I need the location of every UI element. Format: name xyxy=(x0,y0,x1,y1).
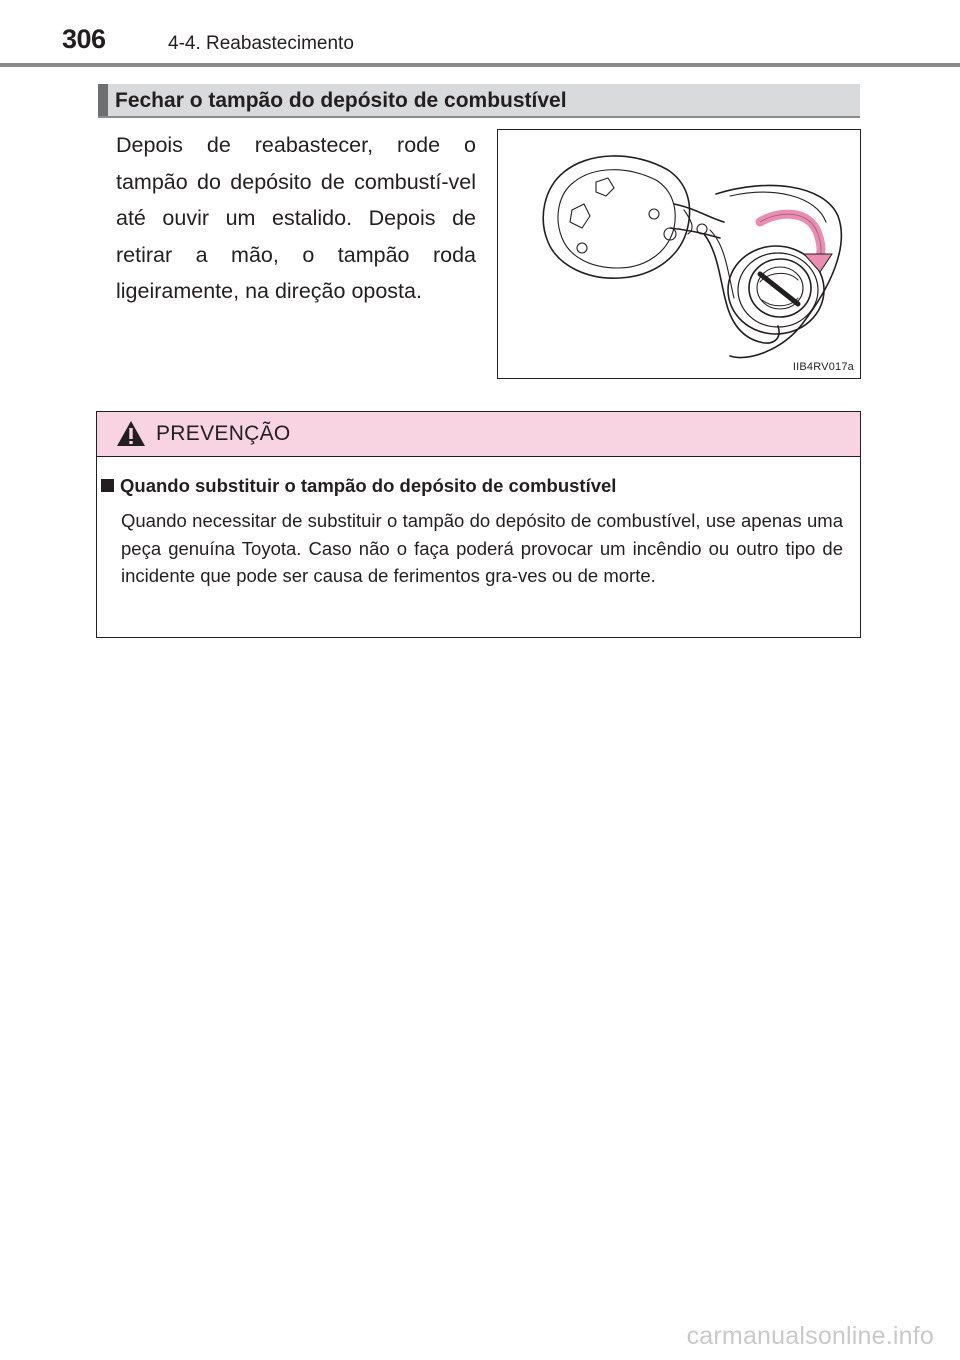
fuel-cap-figure xyxy=(497,129,861,379)
caution-subheading xyxy=(101,475,616,497)
caution-title: PREVENÇÃO xyxy=(156,422,291,445)
topic-heading: Fechar o tampão do depósito de combustível xyxy=(115,89,567,112)
caution-header xyxy=(97,412,860,457)
heading-accent xyxy=(98,84,108,116)
caution-subheading-text: Quando substituir o tampão do depósito de combustível xyxy=(120,475,617,496)
caution-body: Quando necessitar de substituir o tampão do depósito de combustível, use apenas uma peça genuína Toyota. Caso não o faça poderá provocar um incêndio ou outro tipo de incidente que pode ser causa de ferimentos gra-ves ou de morte. xyxy=(121,510,843,586)
fuel-cap-illustration xyxy=(498,130,861,379)
caution-box xyxy=(96,411,861,638)
instruction-text: Depois de reabastecer, rode o tampão do depósito de combustí-vel até ouvir um estalido. Depois de retirar a mão, o tampão roda ligeiramente, na direção oposta. xyxy=(116,133,476,303)
section-header: 4-4. Reabastecimento xyxy=(168,33,354,54)
page-number: 306 xyxy=(62,24,106,54)
watermark: carmanualsonline.info xyxy=(686,1322,934,1350)
square-bullet-icon xyxy=(101,479,114,492)
header-divider xyxy=(0,63,960,67)
topic-heading-bar xyxy=(98,84,860,118)
warning-triangle-icon xyxy=(116,420,146,447)
figure-code: IIB4RV017a xyxy=(792,361,854,373)
